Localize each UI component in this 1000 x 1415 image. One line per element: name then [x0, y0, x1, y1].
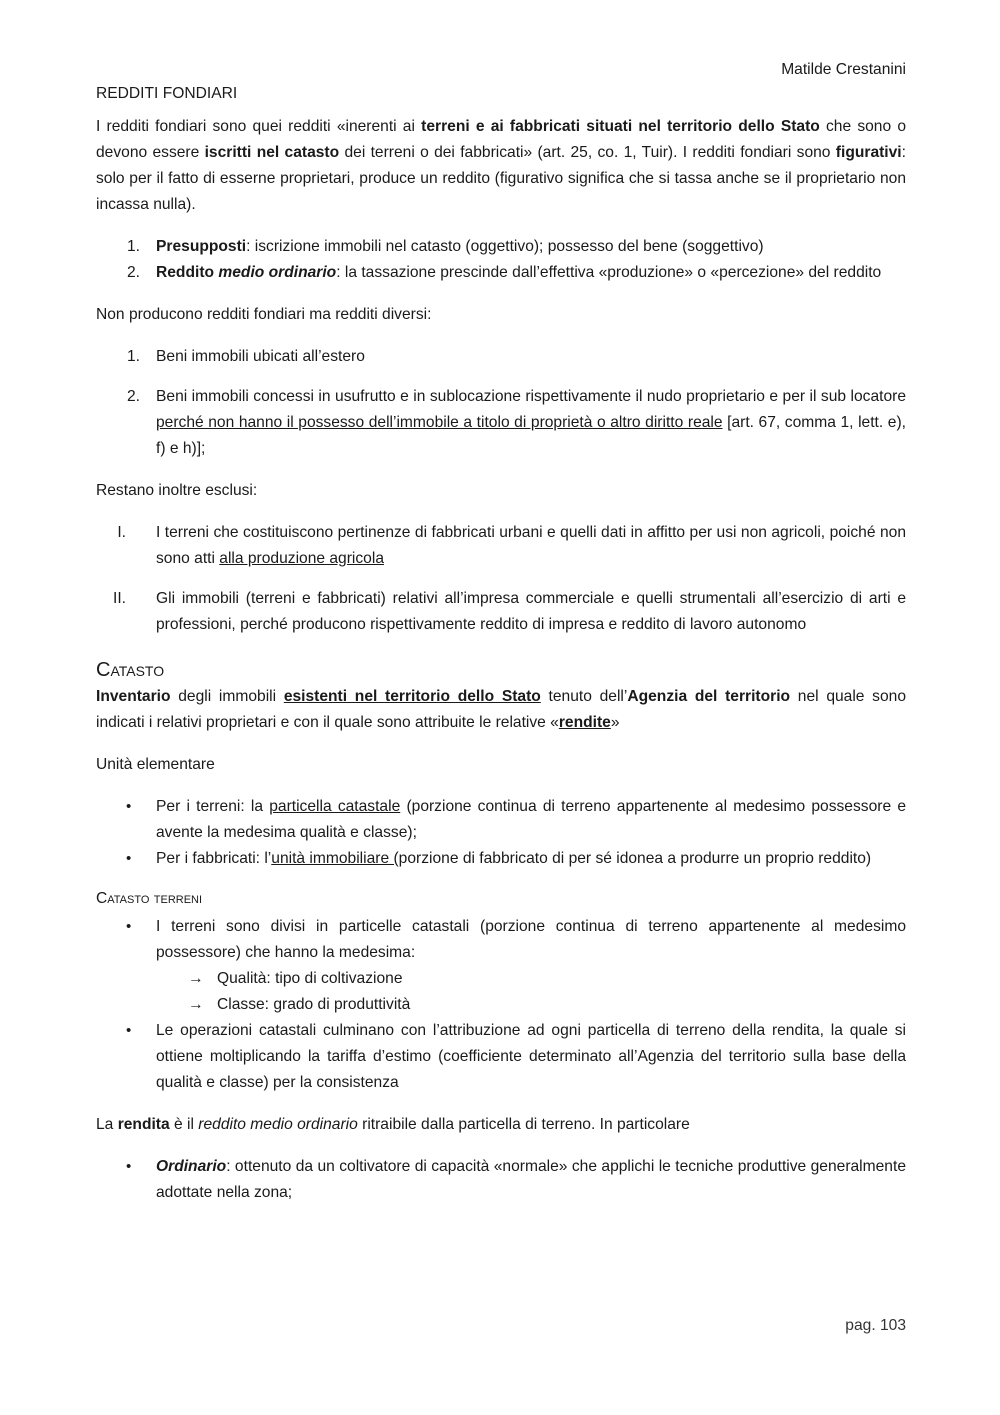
- rendita-paragraph: La rendita è il reddito medio ordinario ritraibile dalla particella di terreno. In particolare: [96, 1116, 690, 1133]
- bullet-icon: •: [126, 850, 132, 867]
- ordinario-list: [96, 1154, 906, 1206]
- list-item: • Per i terreni: la particella catastale (porzione continua di terreno appartenente al medesimo possessore e avente la medesima qualità e classe);: [96, 794, 906, 846]
- list-item: • Ordinario: ottenuto da un coltivatore di capacità «normale» che applichi le tecniche produttive generalmente adottate nella zona;: [96, 1154, 906, 1206]
- arrow-right-icon: →: [188, 970, 204, 987]
- bullet-icon: •: [126, 1158, 132, 1175]
- list-item: II. Gli immobili (terreni e fabbricati) relativi all’impresa commerciale e quelli strumentali all’esercizio di arti e professioni, perché producono rispettivamente reddito di impresa e reddito di lavoro autonomo: [113, 590, 906, 633]
- list-item: I. I terreni che costituiscono pertinenze di fabbricati urbani e quelli dati in affitto per usi non agricoli, poiché non sono atti alla produzione agricola: [117, 524, 906, 567]
- presupposti-list: [96, 234, 906, 286]
- list-item: • Le operazioni catastali culminano con l’attribuzione ad ogni particella di terreno della rendita, la quale si ottiene moltiplicando la tariffa d’estimo (coefficiente determinato all’Agenzia del territorio sulla base della qualità e classe) per la consistenza: [96, 1018, 906, 1096]
- redditi-diversi-list: [96, 344, 906, 462]
- document-page: [96, 58, 906, 1206]
- esclusi-list: [96, 520, 906, 638]
- catasto-terreni-list: [96, 914, 906, 1096]
- list-item: 2. Reddito medio ordinario: la tassazione prescinde dall’effettiva «produzione» o «percezione» del reddito: [126, 264, 882, 281]
- list-item: • Per i fabbricati: l’unità immobiliare (porzione di fabbricato di per sé idonea a produrre un proprio reddito): [96, 846, 906, 872]
- section-heading-catasto-terreni: Catasto terreni: [96, 890, 203, 907]
- unita-elementare-label: Unità elementare: [96, 756, 215, 773]
- document-title: REDDITI FONDIARI: [96, 85, 238, 102]
- list-item: • I terreni sono divisi in particelle catastali (porzione continua di terreno appartenente al medesimo possessore) che hanno la medesima:: [96, 914, 906, 966]
- list-item: 1. Presupposti: iscrizione immobili nel catasto (oggettivo); possesso del bene (soggettivo): [126, 238, 764, 255]
- arrow-right-icon: →: [188, 996, 204, 1013]
- sub-list-item: → Classe: grado di produttività: [96, 992, 906, 1018]
- section-heading-catasto: Catasto: [96, 659, 165, 681]
- page-number: pag. 103: [845, 1317, 906, 1334]
- bullet-icon: •: [126, 1022, 132, 1039]
- restano-paragraph: Restano inoltre esclusi:: [96, 482, 258, 499]
- catasto-paragraph: Inventario degli immobili esistenti nel territorio dello Stato tenuto dell’Agenzia del territorio nel quale sono indicati i relativi proprietari e con il quale sono attribuite le relative «rendite»: [96, 688, 906, 731]
- intro-paragraph: I redditi fondiari sono quei redditi «inerenti ai terreni e ai fabbricati situati nel territorio dello Stato che sono o devono essere iscritti nel catasto dei terreni o dei fabbricati» (art. 25, co. 1, Tuir). I redditi fondiari sono figurativi: solo per il fatto di esserne proprietari, produce un reddito (figurativo significa che si tassa anche se il proprietario non incassa nulla).: [96, 118, 906, 213]
- bullet-icon: •: [126, 798, 132, 815]
- author-name: Matilde Crestanini: [781, 61, 906, 78]
- unita-list: [96, 794, 906, 872]
- list-item: 2. Beni immobili concessi in usufrutto e in sublocazione rispettivamente il nudo proprietario e per il sub locatore perché non hanno il possesso dell’immobile a titolo di proprietà o altro diritto reale [art. 67, comma 1, lett. e), f) e h)];: [126, 388, 906, 457]
- list-item: 1. Beni immobili ubicati all’estero: [126, 348, 365, 365]
- sub-list-item: → Qualità: tipo di coltivazione: [96, 966, 906, 992]
- bullet-icon: •: [126, 918, 132, 935]
- non-producono-paragraph: Non producono redditi fondiari ma redditi diversi:: [96, 306, 432, 323]
